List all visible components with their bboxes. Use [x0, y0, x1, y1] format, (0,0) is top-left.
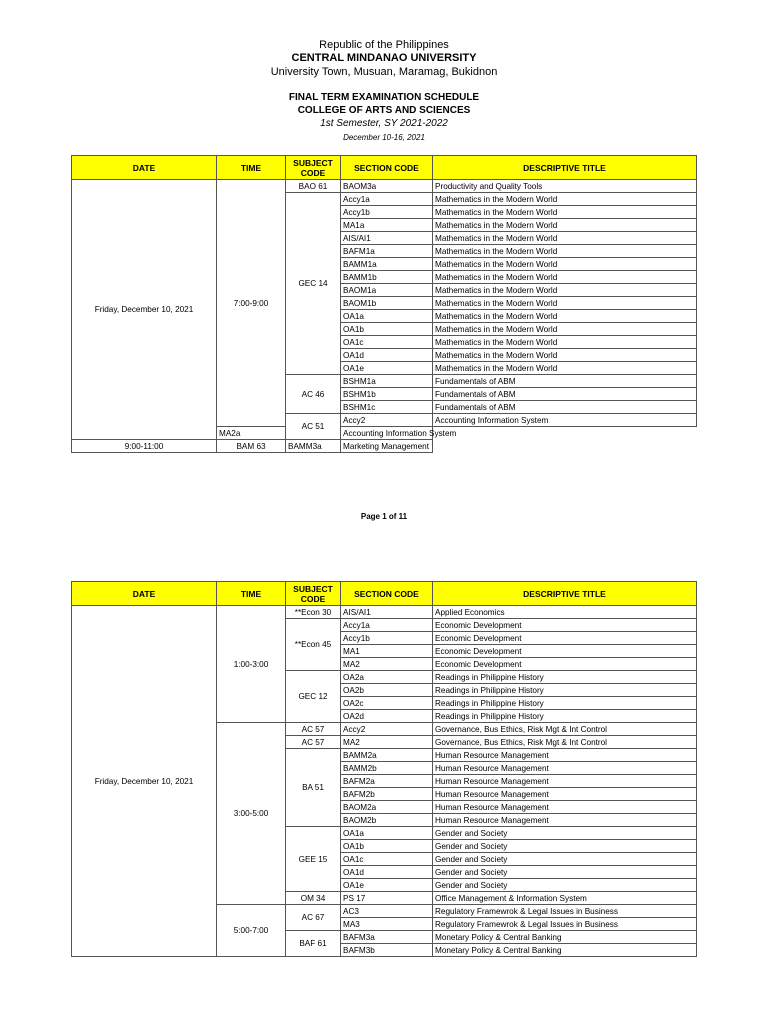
descriptive-title-cell: Marketing Management: [341, 440, 433, 453]
col-time: TIME: [217, 156, 286, 180]
subject-code-cell: BAM 63: [217, 440, 286, 453]
university-name: CENTRAL MINDANAO UNIVERSITY: [291, 52, 477, 64]
section-code-cell: OA1c: [341, 336, 433, 349]
descriptive-title-cell: Readings in Philippine History: [433, 710, 697, 723]
descriptive-title-cell: Readings in Philippine History: [433, 697, 697, 710]
time-cell: 1:00-3:00: [217, 606, 286, 723]
schedule-table-1: [71, 155, 697, 453]
section-code-cell: OA2d: [341, 710, 433, 723]
subject-code-cell: **Econ 30: [286, 606, 341, 619]
section-code-cell: OA1d: [341, 866, 433, 879]
subject-code-cell: AC 67: [286, 905, 341, 931]
descriptive-title-cell: Mathematics in the Modern World: [433, 271, 697, 284]
section-code-cell: BAFM3a: [341, 931, 433, 944]
descriptive-title-cell: Mathematics in the Modern World: [433, 362, 697, 375]
section-code-cell: BAMM1b: [341, 271, 433, 284]
section-code-cell: OA2b: [341, 684, 433, 697]
page-number: Page 1 of 11: [360, 512, 408, 521]
college-name: COLLEGE OF ARTS AND SCIENCES: [297, 105, 471, 116]
descriptive-title-cell: Mathematics in the Modern World: [433, 193, 697, 206]
section-code-cell: BAFM2a: [341, 775, 433, 788]
col-subject-code: [286, 156, 341, 180]
col-section-code: SECTION CODE: [341, 582, 433, 606]
col-date: DATE: [72, 156, 217, 180]
time-cell: 3:00-5:00: [217, 723, 286, 905]
descriptive-title-cell: Human Resource Management: [433, 749, 697, 762]
section-code-cell: OA1c: [341, 853, 433, 866]
section-code-cell: OA1b: [341, 323, 433, 336]
descriptive-title-cell: Mathematics in the Modern World: [433, 310, 697, 323]
subject-code-cell: BAF 61: [286, 931, 341, 957]
time-cell: 5:00-7:00: [217, 905, 286, 957]
schedule-title: FINAL TERM EXAMINATION SCHEDULE: [288, 92, 480, 103]
table-body-1: [72, 180, 697, 453]
descriptive-title-cell: Mathematics in the Modern World: [433, 219, 697, 232]
section-code-cell: BAMM3a: [286, 440, 341, 453]
section-code-cell: BAOM2b: [341, 814, 433, 827]
section-code-cell: OA1e: [341, 362, 433, 375]
section-code-cell: BAFM1a: [341, 245, 433, 258]
section-code-cell: Accy1a: [341, 619, 433, 632]
descriptive-title-cell: Economic Development: [433, 619, 697, 632]
section-code-cell: MA1: [341, 645, 433, 658]
table-row: [72, 606, 697, 619]
section-code-cell: OA1b: [341, 840, 433, 853]
section-code-cell: BSHM1c: [341, 401, 433, 414]
section-code-cell: BAOM1a: [341, 284, 433, 297]
descriptive-title-cell: Mathematics in the Modern World: [433, 206, 697, 219]
section-code-cell: BAFM3b: [341, 944, 433, 957]
descriptive-title-cell: Accounting Information System: [433, 414, 697, 427]
section-code-cell: AIS/AI1: [341, 232, 433, 245]
descriptive-title-cell: Human Resource Management: [433, 814, 697, 827]
descriptive-title-cell: Mathematics in the Modern World: [433, 336, 697, 349]
descriptive-title-cell: Mathematics in the Modern World: [433, 232, 697, 245]
section-code-cell: OA2a: [341, 671, 433, 684]
section-code-cell: AIS/AI1: [341, 606, 433, 619]
section-code-cell: OA1d: [341, 349, 433, 362]
section-code-cell: Accy1a: [341, 193, 433, 206]
descriptive-title-cell: Applied Economics: [433, 606, 697, 619]
col-subject-code-line1: SUBJECT: [293, 583, 333, 594]
subject-code-cell: AC 51: [286, 414, 341, 440]
section-code-cell: BAOM3a: [341, 180, 433, 193]
subject-code-cell: BA 51: [286, 749, 341, 827]
section-code-cell: OA2c: [341, 697, 433, 710]
descriptive-title-cell: Human Resource Management: [433, 775, 697, 788]
descriptive-title-cell: Fundamentals of ABM: [433, 388, 697, 401]
col-descriptive-title: DESCRIPTIVE TITLE: [433, 156, 697, 180]
descriptive-title-cell: Governance, Bus Ethics, Risk Mgt & Int Control: [433, 723, 697, 736]
subject-code-cell: AC 57: [286, 723, 341, 736]
descriptive-title-cell: Mathematics in the Modern World: [433, 297, 697, 310]
section-code-cell: MA2a: [217, 427, 286, 440]
section-code-cell: BSHM1b: [341, 388, 433, 401]
descriptive-title-cell: Mathematics in the Modern World: [433, 323, 697, 336]
section-code-cell: BAOM2a: [341, 801, 433, 814]
descriptive-title-cell: Human Resource Management: [433, 801, 697, 814]
descriptive-title-cell: Readings in Philippine History: [433, 671, 697, 684]
section-code-cell: MA3: [341, 918, 433, 931]
section-code-cell: Accy1b: [341, 632, 433, 645]
exam-dates: December 10-16, 2021: [343, 133, 425, 142]
descriptive-title-cell: Mathematics in the Modern World: [433, 245, 697, 258]
time-cell: 9:00-11:00: [72, 440, 217, 453]
descriptive-title-cell: Office Management & Information System: [433, 892, 697, 905]
col-subject-code-line2: CODE: [300, 593, 326, 604]
col-section-code: SECTION CODE: [341, 156, 433, 180]
descriptive-title-cell: Accounting Information System: [341, 427, 433, 440]
table-row: [72, 180, 697, 193]
descriptive-title-cell: Readings in Philippine History: [433, 684, 697, 697]
descriptive-title-cell: Productivity and Quality Tools: [433, 180, 697, 193]
subject-code-cell: BAO 61: [286, 180, 341, 193]
subject-code-cell: GEE 15: [286, 827, 341, 892]
descriptive-title-cell: Monetary Policy & Central Banking: [433, 944, 697, 957]
descriptive-title-cell: Regulatory Framewrok & Legal Issues in Business: [433, 905, 697, 918]
table-header-row: [72, 156, 697, 180]
section-code-cell: BSHM1a: [341, 375, 433, 388]
subject-code-cell: GEC 12: [286, 671, 341, 723]
descriptive-title-cell: Economic Development: [433, 658, 697, 671]
date-cell: Friday, December 10, 2021: [72, 606, 217, 957]
section-code-cell: OA1a: [341, 827, 433, 840]
col-subject-code-line1: SUBJECT: [293, 157, 333, 168]
descriptive-title-cell: Gender and Society: [433, 866, 697, 879]
republic-line: Republic of the Philippines: [319, 39, 449, 51]
descriptive-title-cell: Fundamentals of ABM: [433, 401, 697, 414]
section-code-cell: MA2: [341, 736, 433, 749]
descriptive-title-cell: Gender and Society: [433, 853, 697, 866]
section-code-cell: BAMM1a: [341, 258, 433, 271]
descriptive-title-cell: Human Resource Management: [433, 762, 697, 775]
section-code-cell: MA1a: [341, 219, 433, 232]
col-subject-code: [286, 582, 341, 606]
date-cell: Friday, December 10, 2021: [72, 180, 217, 440]
descriptive-title-cell: Governance, Bus Ethics, Risk Mgt & Int Control: [433, 736, 697, 749]
section-code-cell: Accy1b: [341, 206, 433, 219]
table-body-2: [72, 606, 697, 957]
section-code-cell: BAOM1b: [341, 297, 433, 310]
subject-code-cell: AC 57: [286, 736, 341, 749]
descriptive-title-cell: Mathematics in the Modern World: [433, 349, 697, 362]
subject-code-cell: AC 46: [286, 375, 341, 414]
descriptive-title-cell: Gender and Society: [433, 827, 697, 840]
subject-code-cell: GEC 14: [286, 193, 341, 375]
col-date: DATE: [72, 582, 217, 606]
section-code-cell: Accy2: [341, 414, 433, 427]
descriptive-title-cell: Economic Development: [433, 645, 697, 658]
section-code-cell: BAFM2b: [341, 788, 433, 801]
col-subject-code-line2: CODE: [300, 167, 326, 178]
section-code-cell: OA1e: [341, 879, 433, 892]
time-cell: 7:00-9:00: [217, 180, 286, 427]
descriptive-title-cell: Mathematics in the Modern World: [433, 284, 697, 297]
section-code-cell: MA2: [341, 658, 433, 671]
section-code-cell: BAMM2b: [341, 762, 433, 775]
schedule-table-2: [71, 581, 697, 957]
descriptive-title-cell: Fundamentals of ABM: [433, 375, 697, 388]
subject-code-cell: **Econ 45: [286, 619, 341, 671]
table-row: [72, 440, 697, 453]
table-header-row: [72, 582, 697, 606]
col-time: TIME: [217, 582, 286, 606]
section-code-cell: OA1a: [341, 310, 433, 323]
section-code-cell: PS 17: [341, 892, 433, 905]
descriptive-title-cell: Mathematics in the Modern World: [433, 258, 697, 271]
section-code-cell: AC3: [341, 905, 433, 918]
descriptive-title-cell: Monetary Policy & Central Banking: [433, 931, 697, 944]
descriptive-title-cell: Economic Development: [433, 632, 697, 645]
descriptive-title-cell: Regulatory Framewrok & Legal Issues in Business: [433, 918, 697, 931]
descriptive-title-cell: Gender and Society: [433, 879, 697, 892]
descriptive-title-cell: Human Resource Management: [433, 788, 697, 801]
subject-code-cell: OM 34: [286, 892, 341, 905]
university-address: University Town, Musuan, Maramag, Bukidnon: [270, 66, 498, 78]
descriptive-title-cell: Gender and Society: [433, 840, 697, 853]
col-descriptive-title: DESCRIPTIVE TITLE: [433, 582, 697, 606]
section-code-cell: Accy2: [341, 723, 433, 736]
section-code-cell: BAMM2a: [341, 749, 433, 762]
semester-line: 1st Semester, SY 2021-2022: [320, 118, 448, 129]
